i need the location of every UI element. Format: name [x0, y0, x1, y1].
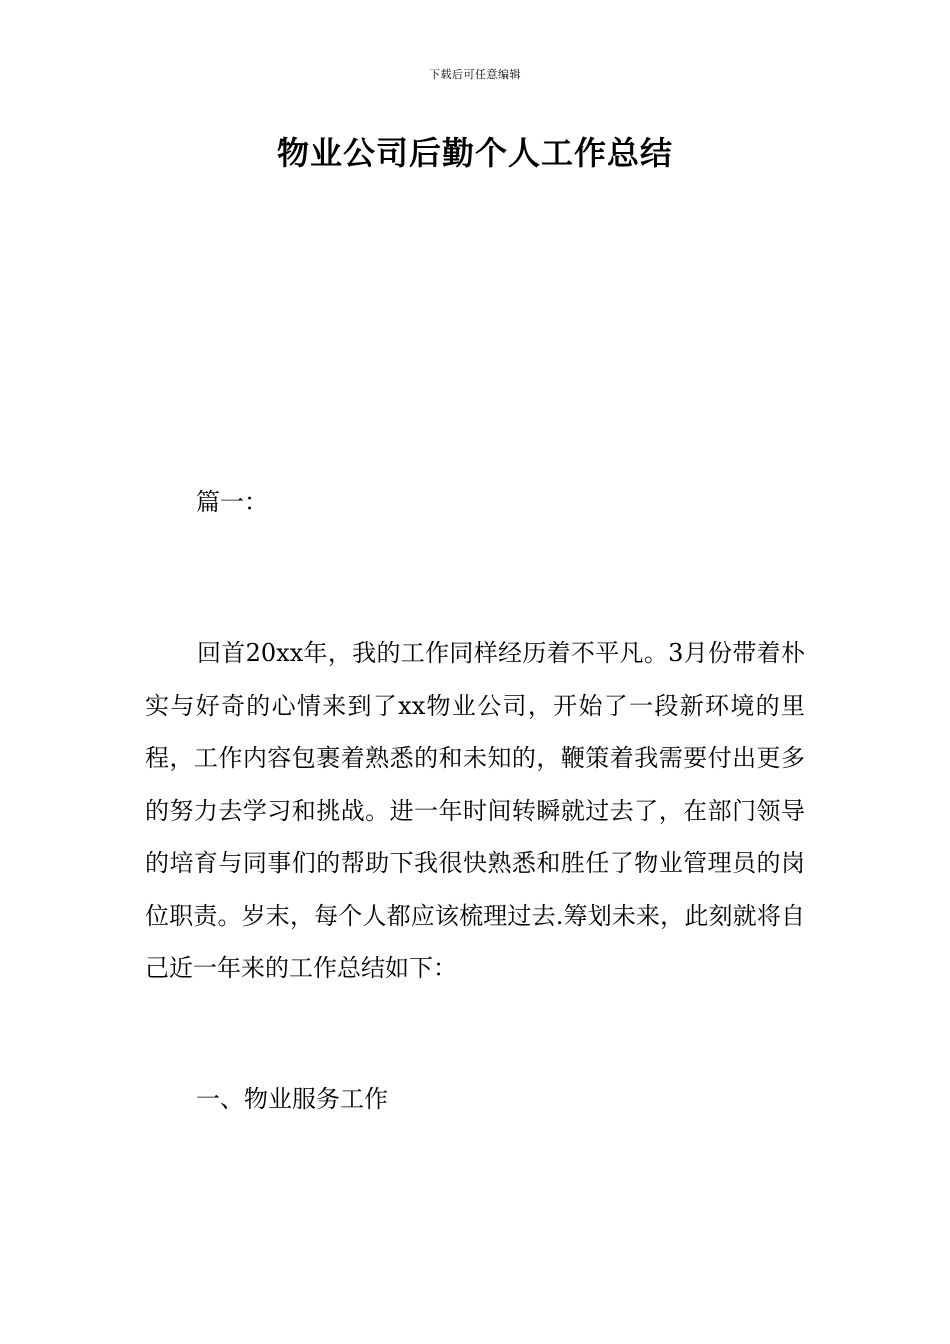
header-note: 下载后可任意编辑 [429, 68, 521, 81]
document-title: 物业公司后勤个人工作总结 [276, 134, 673, 172]
intro-paragraph: 回首20xx年，我的工作同样经历着不平凡。3月份带着朴实与好奇的心情来到了xx物业公司，开始了一段新环境的里程，工作内容包裹着熟悉的和未知的，鞭策着我需要付出更多的努力去学习和挑战。进一年时间转瞬就过去了，在部门领导的培育与同事们的帮助下我很快熟悉和胜任了物业管理员的岗位职责。岁末，每个人都应该梳理过去.筹划未来，此刻就将自己近一年来的工作总结如下： [145, 639, 805, 982]
section-label: 篇一： [196, 488, 268, 516]
section-subheading: 一、物业服务工作 [196, 1085, 388, 1113]
